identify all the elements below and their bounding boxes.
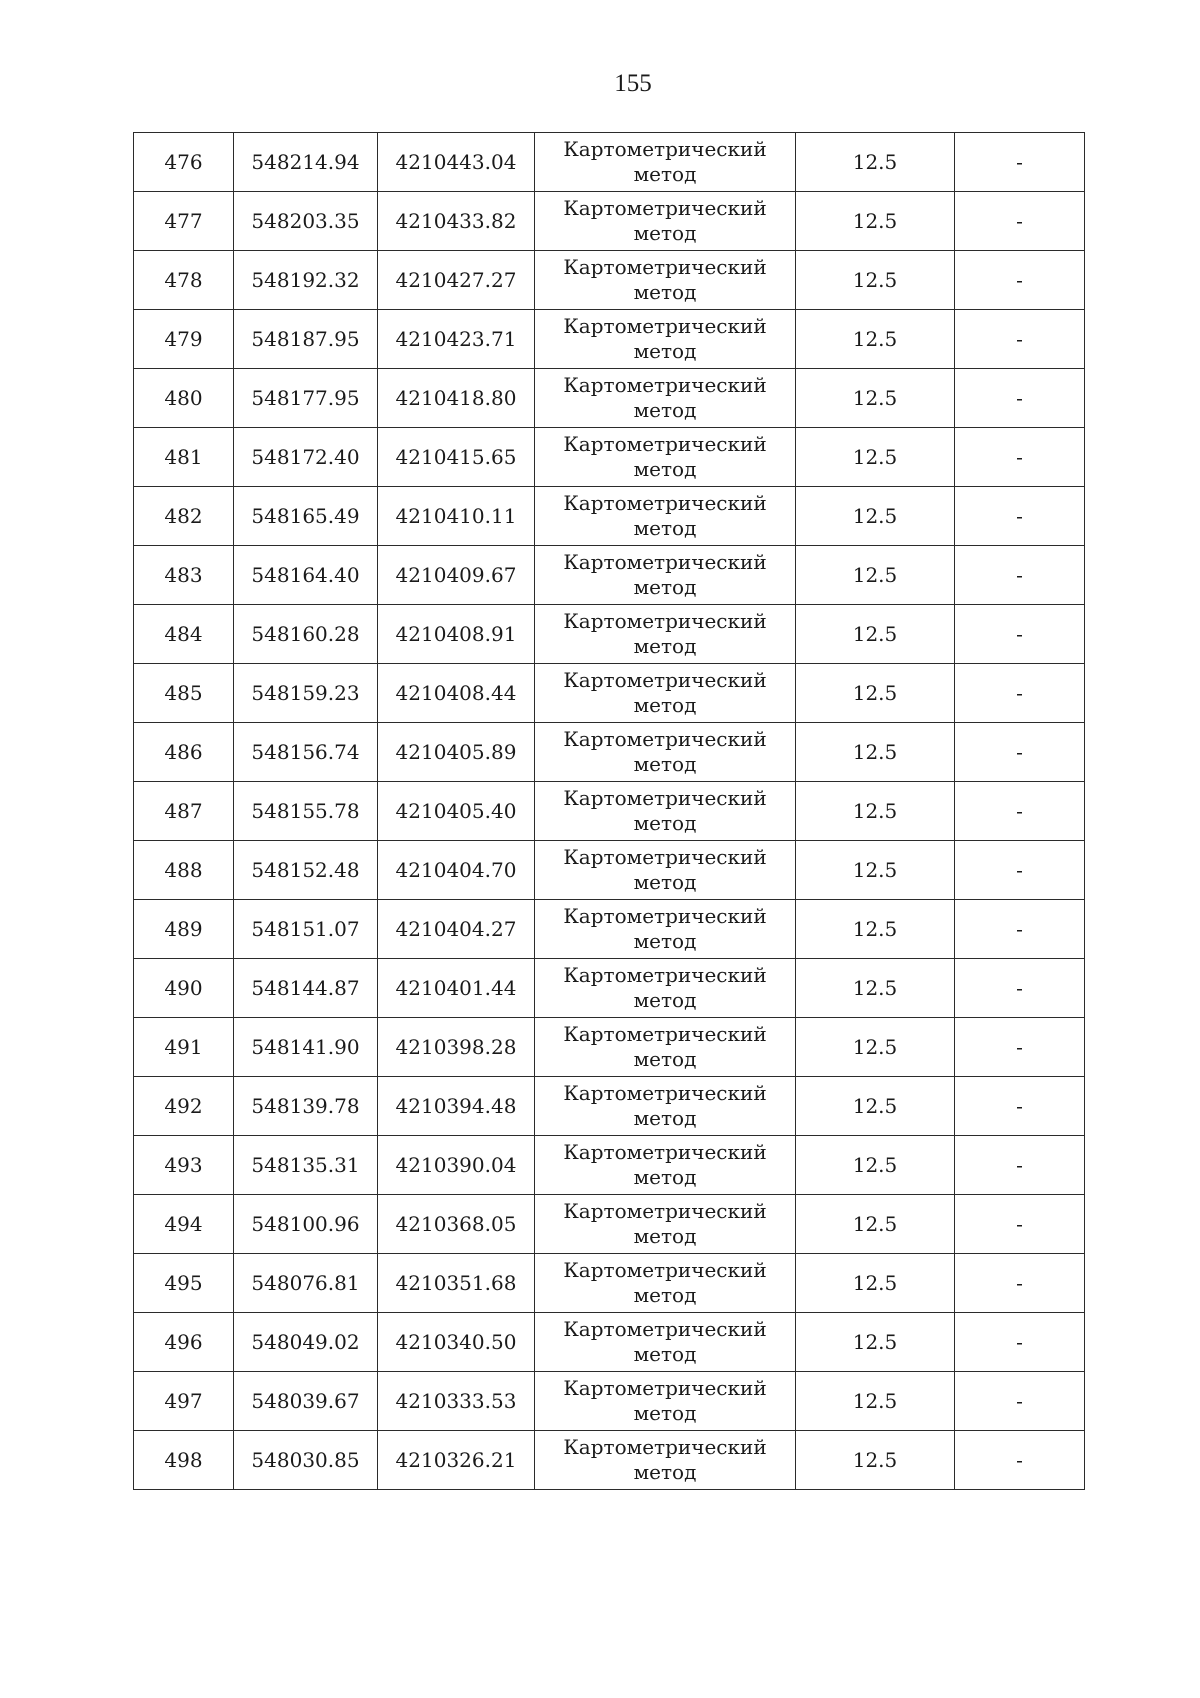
note-cell: - bbox=[955, 900, 1085, 959]
point-number-cell: 484 bbox=[134, 605, 234, 664]
method-cell: Картометрический метод bbox=[535, 1018, 796, 1077]
point-number-cell: 485 bbox=[134, 664, 234, 723]
y-coordinate-cell: 4210415.65 bbox=[378, 428, 535, 487]
accuracy-cell: 12.5 bbox=[796, 1372, 955, 1431]
table-row bbox=[134, 900, 1085, 959]
table-row bbox=[134, 1313, 1085, 1372]
y-coordinate-cell: 4210340.50 bbox=[378, 1313, 535, 1372]
method-cell: Картометрический метод bbox=[535, 487, 796, 546]
table-row bbox=[134, 487, 1085, 546]
table-row bbox=[134, 723, 1085, 782]
coordinates-table-body bbox=[134, 133, 1085, 1490]
accuracy-cell: 12.5 bbox=[796, 605, 955, 664]
x-coordinate-cell: 548049.02 bbox=[234, 1313, 378, 1372]
note-cell: - bbox=[955, 133, 1085, 192]
accuracy-cell: 12.5 bbox=[796, 841, 955, 900]
table-row bbox=[134, 782, 1085, 841]
method-cell: Картометрический метод bbox=[535, 1431, 796, 1490]
note-cell: - bbox=[955, 1136, 1085, 1195]
point-number-cell: 476 bbox=[134, 133, 234, 192]
y-coordinate-cell: 4210351.68 bbox=[378, 1254, 535, 1313]
note-cell: - bbox=[955, 841, 1085, 900]
coordinates-table bbox=[133, 132, 1085, 1490]
x-coordinate-cell: 548141.90 bbox=[234, 1018, 378, 1077]
method-cell: Картометрический метод bbox=[535, 1372, 796, 1431]
point-number-cell: 494 bbox=[134, 1195, 234, 1254]
accuracy-cell: 12.5 bbox=[796, 1136, 955, 1195]
accuracy-cell: 12.5 bbox=[796, 192, 955, 251]
x-coordinate-cell: 548144.87 bbox=[234, 959, 378, 1018]
y-coordinate-cell: 4210404.27 bbox=[378, 900, 535, 959]
y-coordinate-cell: 4210398.28 bbox=[378, 1018, 535, 1077]
accuracy-cell: 12.5 bbox=[796, 369, 955, 428]
accuracy-cell: 12.5 bbox=[796, 1195, 955, 1254]
accuracy-cell: 12.5 bbox=[796, 664, 955, 723]
point-number-cell: 497 bbox=[134, 1372, 234, 1431]
accuracy-cell: 12.5 bbox=[796, 428, 955, 487]
y-coordinate-cell: 4210423.71 bbox=[378, 310, 535, 369]
method-cell: Картометрический метод bbox=[535, 900, 796, 959]
x-coordinate-cell: 548039.67 bbox=[234, 1372, 378, 1431]
method-cell: Картометрический метод bbox=[535, 782, 796, 841]
table-row bbox=[134, 1077, 1085, 1136]
note-cell: - bbox=[955, 664, 1085, 723]
method-cell: Картометрический метод bbox=[535, 369, 796, 428]
x-coordinate-cell: 548100.96 bbox=[234, 1195, 378, 1254]
x-coordinate-cell: 548152.48 bbox=[234, 841, 378, 900]
x-coordinate-cell: 548187.95 bbox=[234, 310, 378, 369]
table-row bbox=[134, 192, 1085, 251]
note-cell: - bbox=[955, 782, 1085, 841]
table-row bbox=[134, 546, 1085, 605]
method-cell: Картометрический метод bbox=[535, 605, 796, 664]
y-coordinate-cell: 4210408.91 bbox=[378, 605, 535, 664]
x-coordinate-cell: 548172.40 bbox=[234, 428, 378, 487]
note-cell: - bbox=[955, 1372, 1085, 1431]
note-cell: - bbox=[955, 1195, 1085, 1254]
y-coordinate-cell: 4210409.67 bbox=[378, 546, 535, 605]
page-number: 155 bbox=[614, 70, 652, 97]
y-coordinate-cell: 4210410.11 bbox=[378, 487, 535, 546]
note-cell: - bbox=[955, 369, 1085, 428]
note-cell: - bbox=[955, 605, 1085, 664]
note-cell: - bbox=[955, 1254, 1085, 1313]
table-row bbox=[134, 1136, 1085, 1195]
note-cell: - bbox=[955, 251, 1085, 310]
accuracy-cell: 12.5 bbox=[796, 1077, 955, 1136]
point-number-cell: 498 bbox=[134, 1431, 234, 1490]
x-coordinate-cell: 548155.78 bbox=[234, 782, 378, 841]
method-cell: Картометрический метод bbox=[535, 546, 796, 605]
table-row bbox=[134, 251, 1085, 310]
table-row bbox=[134, 1018, 1085, 1077]
accuracy-cell: 12.5 bbox=[796, 782, 955, 841]
note-cell: - bbox=[955, 428, 1085, 487]
y-coordinate-cell: 4210427.27 bbox=[378, 251, 535, 310]
accuracy-cell: 12.5 bbox=[796, 1254, 955, 1313]
note-cell: - bbox=[955, 192, 1085, 251]
method-cell: Картометрический метод bbox=[535, 723, 796, 782]
x-coordinate-cell: 548203.35 bbox=[234, 192, 378, 251]
y-coordinate-cell: 4210405.40 bbox=[378, 782, 535, 841]
x-coordinate-cell: 548139.78 bbox=[234, 1077, 378, 1136]
point-number-cell: 492 bbox=[134, 1077, 234, 1136]
x-coordinate-cell: 548165.49 bbox=[234, 487, 378, 546]
x-coordinate-cell: 548214.94 bbox=[234, 133, 378, 192]
y-coordinate-cell: 4210404.70 bbox=[378, 841, 535, 900]
x-coordinate-cell: 548164.40 bbox=[234, 546, 378, 605]
accuracy-cell: 12.5 bbox=[796, 1313, 955, 1372]
table-row bbox=[134, 133, 1085, 192]
point-number-cell: 496 bbox=[134, 1313, 234, 1372]
accuracy-cell: 12.5 bbox=[796, 1431, 955, 1490]
y-coordinate-cell: 4210433.82 bbox=[378, 192, 535, 251]
method-cell: Картометрический метод bbox=[535, 841, 796, 900]
accuracy-cell: 12.5 bbox=[796, 133, 955, 192]
point-number-cell: 483 bbox=[134, 546, 234, 605]
y-coordinate-cell: 4210443.04 bbox=[378, 133, 535, 192]
x-coordinate-cell: 548160.28 bbox=[234, 605, 378, 664]
point-number-cell: 490 bbox=[134, 959, 234, 1018]
note-cell: - bbox=[955, 487, 1085, 546]
point-number-cell: 493 bbox=[134, 1136, 234, 1195]
y-coordinate-cell: 4210405.89 bbox=[378, 723, 535, 782]
note-cell: - bbox=[955, 1018, 1085, 1077]
table-row bbox=[134, 1372, 1085, 1431]
accuracy-cell: 12.5 bbox=[796, 310, 955, 369]
point-number-cell: 491 bbox=[134, 1018, 234, 1077]
note-cell: - bbox=[955, 310, 1085, 369]
accuracy-cell: 12.5 bbox=[796, 723, 955, 782]
point-number-cell: 489 bbox=[134, 900, 234, 959]
point-number-cell: 479 bbox=[134, 310, 234, 369]
method-cell: Картометрический метод bbox=[535, 1077, 796, 1136]
point-number-cell: 486 bbox=[134, 723, 234, 782]
table-row bbox=[134, 1254, 1085, 1313]
x-coordinate-cell: 548030.85 bbox=[234, 1431, 378, 1490]
x-coordinate-cell: 548076.81 bbox=[234, 1254, 378, 1313]
note-cell: - bbox=[955, 1313, 1085, 1372]
table-row bbox=[134, 664, 1085, 723]
method-cell: Картометрический метод bbox=[535, 959, 796, 1018]
point-number-cell: 481 bbox=[134, 428, 234, 487]
note-cell: - bbox=[955, 959, 1085, 1018]
accuracy-cell: 12.5 bbox=[796, 959, 955, 1018]
x-coordinate-cell: 548177.95 bbox=[234, 369, 378, 428]
y-coordinate-cell: 4210326.21 bbox=[378, 1431, 535, 1490]
x-coordinate-cell: 548192.32 bbox=[234, 251, 378, 310]
note-cell: - bbox=[955, 546, 1085, 605]
x-coordinate-cell: 548151.07 bbox=[234, 900, 378, 959]
point-number-cell: 478 bbox=[134, 251, 234, 310]
point-number-cell: 487 bbox=[134, 782, 234, 841]
table-row bbox=[134, 369, 1085, 428]
method-cell: Картометрический метод bbox=[535, 1195, 796, 1254]
accuracy-cell: 12.5 bbox=[796, 900, 955, 959]
point-number-cell: 482 bbox=[134, 487, 234, 546]
method-cell: Картометрический метод bbox=[535, 133, 796, 192]
accuracy-cell: 12.5 bbox=[796, 251, 955, 310]
point-number-cell: 477 bbox=[134, 192, 234, 251]
y-coordinate-cell: 4210401.44 bbox=[378, 959, 535, 1018]
method-cell: Картометрический метод bbox=[535, 428, 796, 487]
method-cell: Картометрический метод bbox=[535, 310, 796, 369]
table-row bbox=[134, 310, 1085, 369]
note-cell: - bbox=[955, 1431, 1085, 1490]
y-coordinate-cell: 4210394.48 bbox=[378, 1077, 535, 1136]
y-coordinate-cell: 4210418.80 bbox=[378, 369, 535, 428]
table-row bbox=[134, 959, 1085, 1018]
y-coordinate-cell: 4210408.44 bbox=[378, 664, 535, 723]
table-row bbox=[134, 1431, 1085, 1490]
table-row bbox=[134, 605, 1085, 664]
note-cell: - bbox=[955, 723, 1085, 782]
table-row bbox=[134, 1195, 1085, 1254]
point-number-cell: 480 bbox=[134, 369, 234, 428]
y-coordinate-cell: 4210368.05 bbox=[378, 1195, 535, 1254]
y-coordinate-cell: 4210333.53 bbox=[378, 1372, 535, 1431]
table-row bbox=[134, 428, 1085, 487]
method-cell: Картометрический метод bbox=[535, 1136, 796, 1195]
method-cell: Картометрический метод bbox=[535, 251, 796, 310]
x-coordinate-cell: 548159.23 bbox=[234, 664, 378, 723]
accuracy-cell: 12.5 bbox=[796, 1018, 955, 1077]
x-coordinate-cell: 548156.74 bbox=[234, 723, 378, 782]
point-number-cell: 488 bbox=[134, 841, 234, 900]
x-coordinate-cell: 548135.31 bbox=[234, 1136, 378, 1195]
point-number-cell: 495 bbox=[134, 1254, 234, 1313]
method-cell: Картометрический метод bbox=[535, 1254, 796, 1313]
y-coordinate-cell: 4210390.04 bbox=[378, 1136, 535, 1195]
method-cell: Картометрический метод bbox=[535, 1313, 796, 1372]
method-cell: Картометрический метод bbox=[535, 664, 796, 723]
note-cell: - bbox=[955, 1077, 1085, 1136]
accuracy-cell: 12.5 bbox=[796, 487, 955, 546]
accuracy-cell: 12.5 bbox=[796, 546, 955, 605]
method-cell: Картометрический метод bbox=[535, 192, 796, 251]
table-row bbox=[134, 841, 1085, 900]
